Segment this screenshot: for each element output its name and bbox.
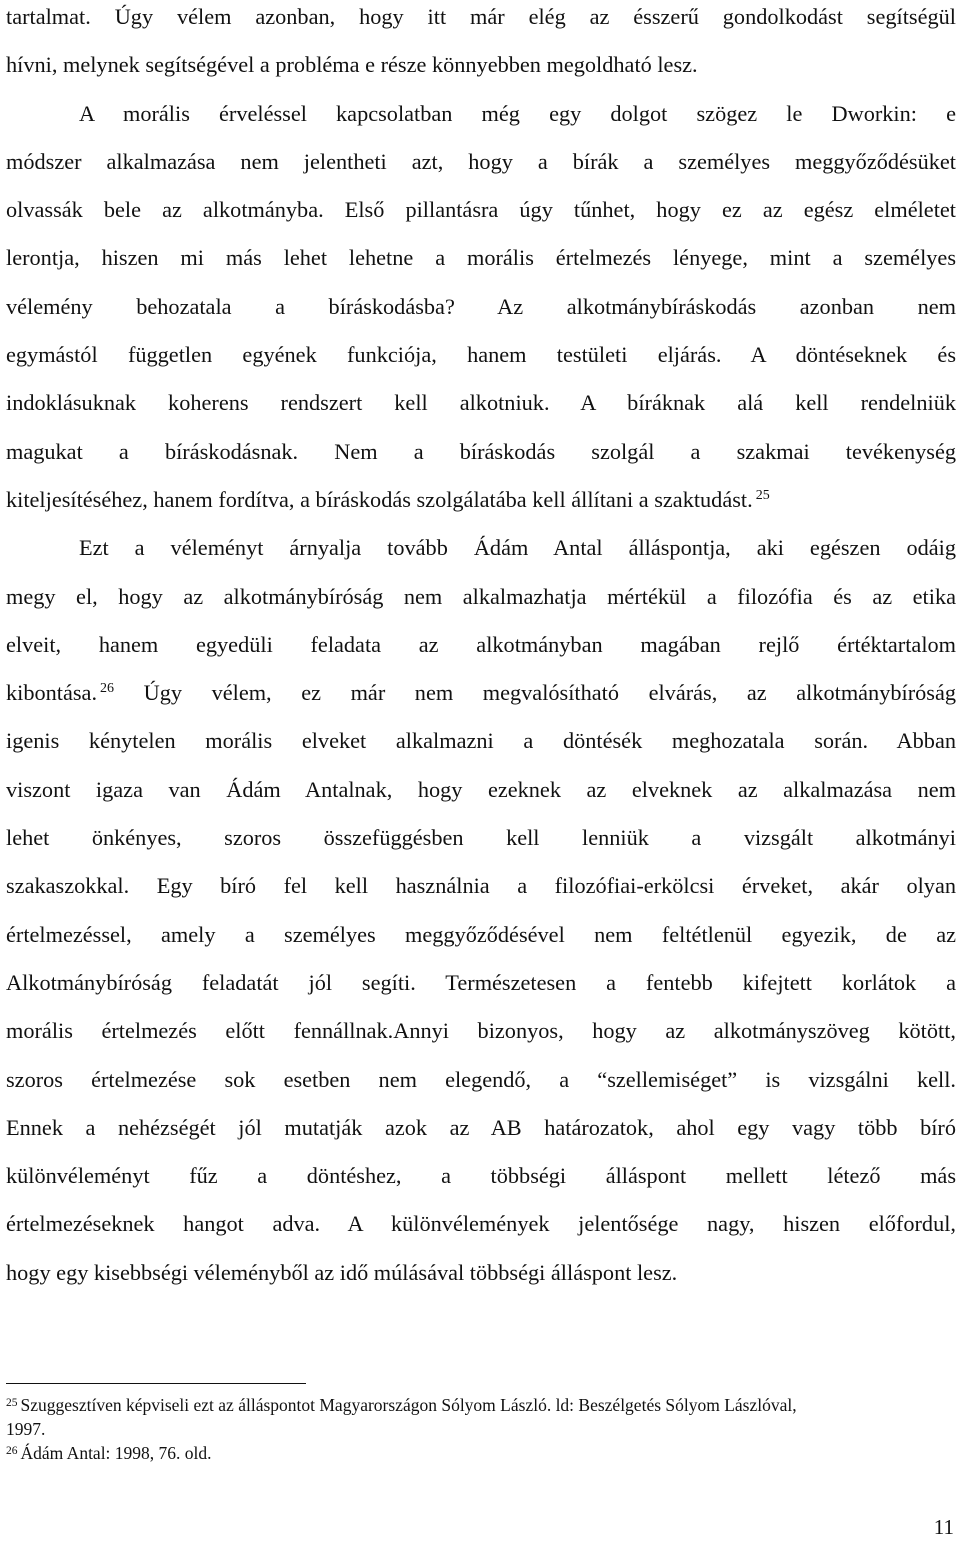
text-line: lerontja, hiszen mi más lehet lehetne a morális értelmezés lényege, mint a személyes <box>6 245 956 271</box>
text-line: Alkotmánybíróság feladatát jól segíti. Természetesen a fentebb kifejtett korlátok a <box>6 969 956 995</box>
text-line: magukat a bíráskodásnak. Nem a bíráskodás szolgál a szakmai tevékenység <box>6 438 956 464</box>
text-line: különvéleményt fűz a döntéshez, a többségi álláspont mellett létező más <box>6 1163 956 1189</box>
text-segment: Úgy vélem, ez már nem megvalósítható elvárás, az alkotmánybíróság <box>114 680 956 706</box>
footnote-text: Ádám Antal: 1998, 76. old. <box>20 1443 212 1463</box>
text-line: megy el, hogy az alkotmánybíróság nem alkalmazhatja mértékül a filozófia és az etika <box>6 583 956 609</box>
footnote-ref[interactable]: 25 <box>755 487 770 503</box>
text-line: hívni, melynek segítségével a probléma e része könnyebben megoldható lesz. <box>6 52 698 78</box>
text-segment: kiteljesítéséhez, hanem fordítva, a bíráskodás szolgálatába kell állítani a szaktudást. <box>6 486 753 512</box>
text-line <box>6 476 956 524</box>
text-line: vélemény behozatala a bíráskodásba? Az alkotmánybíráskodás azonban nem <box>6 293 956 319</box>
page-number: 11 <box>933 1515 954 1539</box>
footnote-26 <box>6 1441 956 1465</box>
text-line: lehet önkényes, szoros összefüggésben kell lenniük a vizsgált alkotmányi <box>6 825 956 851</box>
text-line: igenis kénytelen morális elveket alkalmazni a döntésék meghozatala során. Abban <box>6 728 956 754</box>
text-line <box>6 669 956 717</box>
text-line: módszer alkalmazása nem jelentheti azt, hogy a bírák a személyes meggyőződésüket <box>6 148 956 174</box>
text-line: A morális érveléssel kapcsolatban még egy dolgot szögez le Dworkin: e <box>79 100 956 126</box>
footnote-number: 25 <box>6 1397 18 1409</box>
text-line: viszont igaza van Ádám Antalnak, hogy ezeknek az elveknek az alkalmazása nem <box>6 776 956 802</box>
text-line: szoros értelmezése sok esetben nem elegendő, a “szellemiséget” is vizsgálni kell. <box>6 1066 956 1092</box>
footnotes <box>6 1393 956 1465</box>
footnote-text: Szuggesztíven képviseli ezt az álláspontot Magyarországon Sólyom László. ld: Beszélgetés Sólyom Lászlóval, <box>20 1395 797 1415</box>
text-segment: kibontása. <box>6 680 98 706</box>
text-line: Ennek a nehézségét jól mutatják azok az AB határozatok, ahol egy vagy több bíró <box>6 1114 956 1140</box>
text-line: hogy egy kisebbségi véleményből az idő múlásával többségi álláspont lesz. <box>6 1259 678 1285</box>
body-text <box>6 0 956 1297</box>
text-line: indoklásuknak koherens rendszert kell alkotniuk. A bíráknak alá kell rendelniük <box>6 390 956 416</box>
text-line: elveit, hanem egyedüli feladata az alkotmányban magában rejlő értéktartalom <box>6 631 956 657</box>
text-line: olvassák bele az alkotmányba. Első pillantásra úgy tűnhet, hogy ez az egész elméletet <box>6 197 956 223</box>
text-segment <box>6 669 114 717</box>
text-line: értelmezéseknek hangot adva. A különvélemények jelentősége nagy, hiszen előfordul, <box>6 1211 956 1237</box>
footnote-number: 26 <box>6 1445 18 1457</box>
footnote-25-continued: 1997. <box>6 1419 46 1439</box>
text-line: tartalmat. Úgy vélem azonban, hogy itt már elég az ésszerű gondolkodást segítségül <box>6 4 956 29</box>
footnote-ref[interactable]: 26 <box>100 681 115 697</box>
text-line: szakaszokkal. Egy bíró fel kell használnia a filozófiai-erkölcsi érveket, akár olyan <box>6 873 956 899</box>
text-line: egymástól független egyének funkciója, hanem testületi eljárás. A döntéseknek és <box>6 342 956 368</box>
text-line: Ezt a véleményt árnyalja tovább Ádám Antal álláspontja, aki egészen odáig <box>79 535 956 561</box>
text-line: morális értelmezés előtt fennállnak.Annyi bizonyos, hogy az alkotmányszöveg kötött, <box>6 1018 956 1044</box>
footnote-25 <box>6 1393 956 1417</box>
footnote-separator <box>6 1383 306 1384</box>
text-line: értelmezéssel, amely a személyes meggyőződésével nem feltétlenül egyezik, de az <box>6 921 956 947</box>
